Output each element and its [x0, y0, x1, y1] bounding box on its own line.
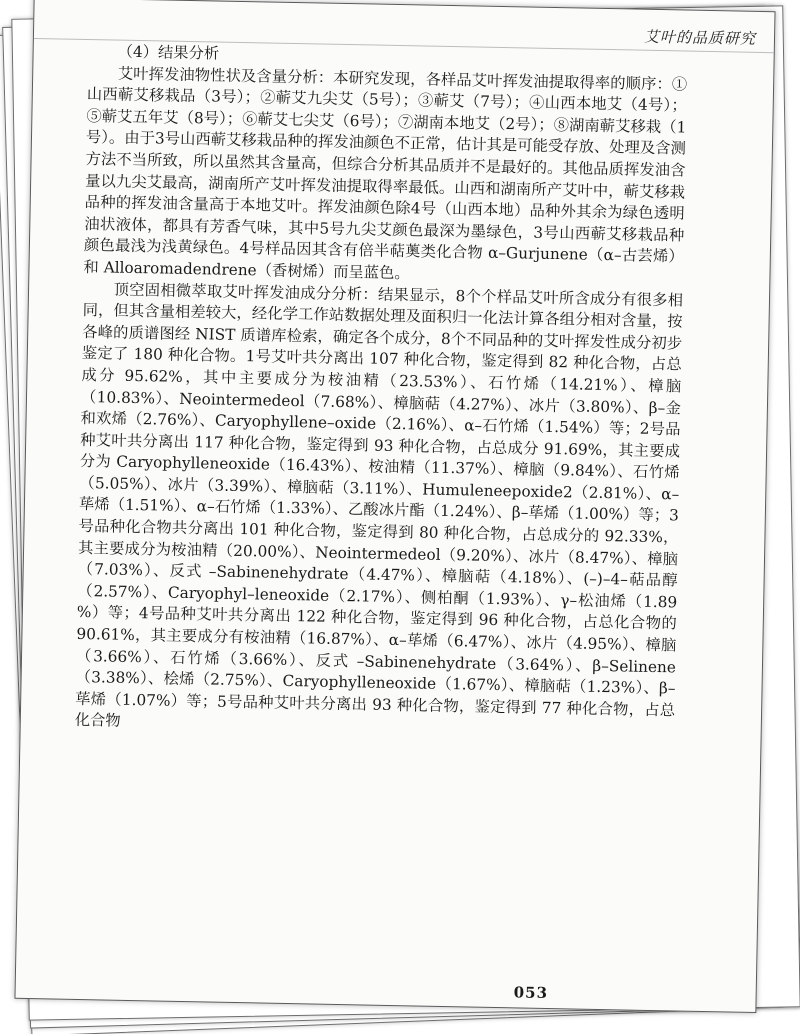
paragraph-volatile-oil-content: 艾叶挥发油物性状及含量分析：本研究发现，各样品艾叶挥发油提取得率的顺序：①山西蕲艾移栽品（3号）；②蕲艾九尖艾（5号）；③蕲艾（7号）；④山西本地艾（4号）；⑤蕲艾五年艾（8号）；⑥蕲艾七尖艾（6号）；⑦湖南本地艾（2号）；⑧湖南蕲艾移栽（1号）。由于3号山西蕲艾移栽品种的挥发油颜色不正常，估计其是可能受存放、处理及含测方法不当所致，所以虽然其含量高，但综合分析其品质并不是最好的。其他品质挥发油含量以九尖艾最高，湖南所产艾叶挥发油提取得率最低。山西和湖南所产艾叶中，蕲艾移栽品种的挥发油含量高于本地艾叶。挥发油颜色除4号（山西本地）品种外其余为绿色透明油状液体，都具有芳香气味，其中5号九尖艾颜色最深为墨绿色，3号山西蕲艾移栽品种颜色最浅为浅黄绿色。4号样品因其含有倍半萜薁类化合物 α–Gurjunene（α–古芸烯）和 Alloaromadendrene（香树烯）而呈蓝色。: [83, 64, 688, 283]
running-header: 艾叶的品质研究: [643, 27, 757, 48]
section-heading: （4）结果分析: [117, 42, 220, 63]
page-number: 053: [513, 983, 549, 1003]
body-text: [75, 41, 688, 743]
paragraph-spme-composition: 顶空固相微萃取艾叶挥发油成分分析：结果显示，8个个样品艾叶所含成分有很多相同，但其含量相差较大，经化学工作站数据处理及面积归一化法计算各组分相对含量，按各峰的质谱图经 NIST 质谱库检索，确定各个成分，8个不同品种的艾叶挥发性成分初步鉴定了 180 种化合物。1号艾叶共分离出 107 种化合物，鉴定得到 82 种化合物，占总成分 95.62%，其中主要成分为桉油精（23.53%）、石竹烯（14.21%）、樟脑（10.83%）、Neointermedeol（7.68%）、樟脑萜（4.27%）、冰片（3.80%）、β–金和欢烯（2.76%）、Caryophyllene–oxide（2.16%）、α–石竹烯（1.54%）等；2号品种艾叶共分离出 117 种化合物，鉴定得到 93 种化合物，占总成分 91.69%，其主要成分为 Caryophylleneoxide（16.43%）、桉油精（11.37%）、樟脑（9.84%）、石竹烯（5.05%）、冰片（3.39%）、樟脑萜（3.11%）、Humuleneepoxide2（2.81%）、α–荜烯（1.51%）、α–石竹烯（1.33%）、乙酸冰片酯（1.24%）、β–荜烯（1.00%）等；3号品种化合物共分离出 101 种化合物，鉴定得到 80 种化合物，占总成分的 92.33%，其主要成分为桉油精（20.00%）、Neointermedeol（9.20%）、冰片（8.47%）、樟脑（7.03%）、反式 –Sabinenehydrate（4.47%）、樟脑萜（4.18%）、(–)–4–萜品醇（2.57%）、Caryophyl–leneoxide（2.17%）、侧柏酮（1.93%）、γ–松油烯（1.89 %）等；4号品种艾叶共分离出 122 种化合物，鉴定得到 96 种化合物，占总化合物的 90.61%，其主要成分有桉油精（16.87%）、α–荜烯（6.47%）、冰片（4.95%）、樟脑（3.66%）、石竹烯（3.66%）、反式 –Sabinenehydrate（3.64%）、β–Selinene（3.38%）、桧烯（2.75%）、Caryophylleneoxide（1.67%）、樟脑萜（1.23%）、β–荜烯（1.07%）等；5号品种艾叶共分离出 93 种化合物，鉴定得到 77 种化合物，占总化合物: [74, 280, 684, 731]
document-page: [14, 0, 775, 1013]
